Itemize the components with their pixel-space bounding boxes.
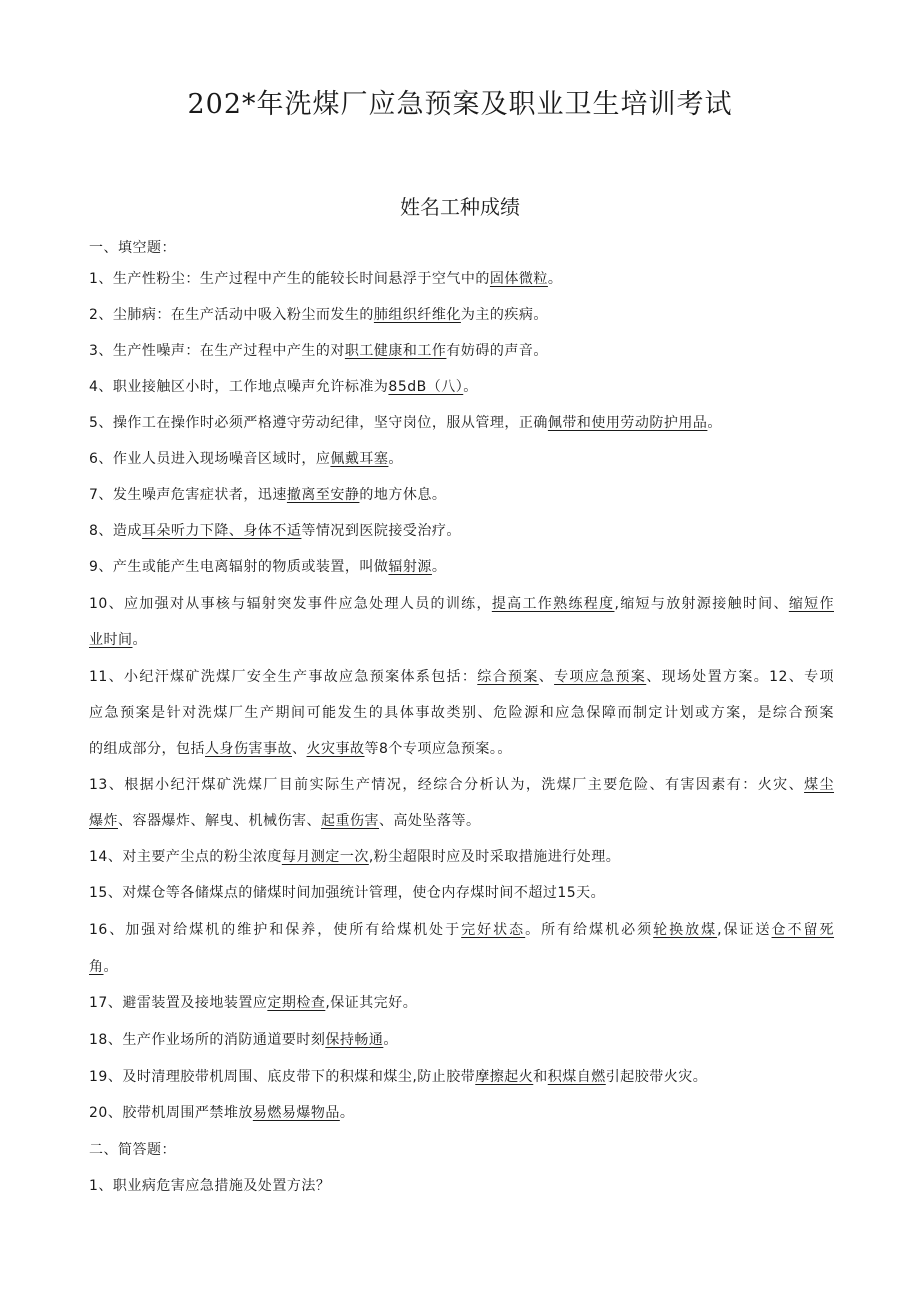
answer-blank: 肺组织纤维化 bbox=[373, 307, 461, 323]
question-text: 4、职业接触区小时，工作地点噪声允许标准为 bbox=[89, 379, 389, 395]
answer-blank: 完好状态 bbox=[461, 922, 526, 938]
question-line bbox=[89, 738, 834, 760]
question-text: 13、根据小纪汗煤矿洗煤厂目前实际生产情况，经综合分析认为，洗煤厂主要危险、有害因素有：火灾、 bbox=[89, 777, 805, 793]
question-line bbox=[89, 882, 834, 904]
question-text: 为主的疾病。 bbox=[460, 307, 548, 323]
question-text: 。 bbox=[103, 959, 118, 975]
question-text: 二、简答题： bbox=[89, 1142, 176, 1158]
answer-blank: 每月测定一次 bbox=[281, 849, 369, 865]
question-text: 3、生产性噪声：在生产过程中产生的对 bbox=[89, 343, 345, 359]
answer-blank: 缩短作 bbox=[788, 596, 834, 612]
question-text: 11、小纪汗煤矿洗煤厂安全生产事故应急预案体系包括： bbox=[89, 669, 478, 685]
answer-blank: 易燃易爆物品 bbox=[252, 1105, 340, 1121]
question-text: 、高处坠落等。 bbox=[379, 813, 481, 829]
answer-blank: 业时间 bbox=[89, 632, 133, 648]
question-line bbox=[89, 484, 834, 506]
answer-blank: 起重伤害 bbox=[321, 813, 379, 829]
question-text: 。 bbox=[383, 1032, 398, 1048]
question-text: 、 bbox=[538, 669, 555, 685]
question-text: 和 bbox=[533, 1069, 548, 1085]
question-line bbox=[89, 340, 834, 362]
question-text: 、 bbox=[292, 741, 307, 757]
question-line bbox=[89, 810, 834, 832]
answer-blank: 人身伤害事故 bbox=[205, 741, 292, 757]
answer-blank: 佩带和使用劳动防护用品 bbox=[547, 415, 708, 431]
question-text: 。 bbox=[339, 1105, 355, 1121]
question-line bbox=[89, 1029, 834, 1051]
question-line bbox=[89, 376, 834, 398]
question-line bbox=[89, 556, 834, 578]
question-text: 2、尘肺病：在生产活动中吸入粉尘而发生的 bbox=[89, 307, 374, 323]
question-line bbox=[89, 593, 834, 615]
question-line bbox=[89, 1066, 834, 1088]
answer-blank: 专项应急预案 bbox=[554, 669, 647, 685]
question-text: ,粉尘超限时应及时采取措施进行处理。 bbox=[368, 849, 621, 865]
question-line bbox=[89, 956, 834, 978]
question-text: 。 bbox=[388, 451, 403, 467]
answer-blank: 职工健康和工作 bbox=[344, 343, 447, 359]
answer-blank: 佩戴耳塞 bbox=[330, 451, 389, 467]
answer-blank: 火灾事故 bbox=[306, 741, 365, 757]
answer-blank: 保持畅通 bbox=[325, 1032, 384, 1048]
question-line bbox=[89, 629, 834, 651]
question-text: 1、职业病危害应急措施及处置方法？ bbox=[89, 1178, 331, 1194]
question-text: 5、操作工在操作时必须严格遵守劳动纪律，坚守岗位，服从管理，正确 bbox=[89, 415, 548, 431]
document-title: 202*年洗煤厂应急预案及职业卫生培训考试 bbox=[187, 89, 733, 120]
answer-blank: 煤尘 bbox=[804, 777, 835, 793]
question-line bbox=[89, 702, 834, 724]
question-text: 18、生产作业场所的消防通道要时刻 bbox=[89, 1032, 326, 1048]
question-text: ,保证其完好。 bbox=[325, 995, 418, 1011]
question-text: 、容器爆炸、解曳、机械伤害、 bbox=[118, 813, 321, 829]
question-line bbox=[89, 520, 834, 542]
answer-blank: 提高工作熟练程度 bbox=[491, 596, 615, 612]
question-text: 6、作业人员进入现场噪音区域时，应 bbox=[89, 451, 331, 467]
question-line bbox=[89, 448, 834, 470]
answer-blank: 固体微粒 bbox=[489, 271, 548, 287]
question-text: 。 bbox=[707, 415, 722, 431]
section-heading-fill-in bbox=[89, 237, 834, 259]
question-text: 9、产生或能产生电离辐射的物质或装置，叫做 bbox=[89, 559, 389, 575]
answer-blank: 角 bbox=[89, 959, 104, 975]
question-text: 20、胶带机周围严禁堆放 bbox=[89, 1105, 253, 1121]
question-text: 。所有给煤机必须 bbox=[525, 922, 654, 938]
question-text: 15、对煤仓等各储煤点的储煤时间加强统计管理，使仓内存煤时间不超过15天。 bbox=[89, 885, 606, 901]
question-text: ,保证送 bbox=[717, 922, 772, 938]
section-heading-short-answer bbox=[89, 1139, 834, 1161]
question-line bbox=[89, 919, 834, 941]
question-text: 应急预案是针对洗煤厂生产期间可能发生的具体事故类别、危险源和应急保障而制定计划或方案，是综合预案 bbox=[89, 705, 834, 721]
name-trade-score-header: 姓名工种成绩 bbox=[400, 195, 520, 219]
question-text: 16、加强对给煤机的维护和保养，使所有给煤机处于 bbox=[89, 922, 462, 938]
question-text: 。 bbox=[463, 379, 478, 395]
answer-blank: 综合预案 bbox=[477, 669, 539, 685]
question-line bbox=[89, 412, 834, 434]
question-text: 7、发生噪声危害症状者，迅速 bbox=[89, 487, 287, 503]
question-text: 等情况到医院接受治疗。 bbox=[301, 523, 461, 539]
question-line bbox=[89, 846, 834, 868]
answer-blank: 轮换放煤 bbox=[653, 922, 718, 938]
answer-blank: 耳朵听力下降、身体不适 bbox=[141, 523, 302, 539]
question-text: 一、填空题： bbox=[89, 240, 176, 256]
question-text: ,缩短与放射源接触时间、 bbox=[614, 596, 789, 612]
question-line bbox=[89, 1102, 834, 1124]
answer-blank: 摩擦起火 bbox=[475, 1069, 534, 1085]
question-text: 的地方休息。 bbox=[359, 487, 447, 503]
question-text: 。 bbox=[431, 559, 447, 575]
answer-blank: 积煤自燃 bbox=[547, 1069, 606, 1085]
answer-blank: 辐射源 bbox=[388, 559, 432, 575]
answer-blank: 撤离至安静 bbox=[286, 487, 360, 503]
question-text: 引起胶带火灾。 bbox=[605, 1069, 708, 1085]
answer-blank: 85dB（八） bbox=[388, 379, 464, 395]
question-line bbox=[89, 774, 834, 796]
question-text: 10、应加强对从事核与辐射突发事件应急处理人员的训练， bbox=[89, 596, 492, 612]
question-text: 1、生产性粉尘：生产过程中产生的能较长时间悬浮于空气中的 bbox=[89, 271, 490, 287]
question-line bbox=[89, 1175, 834, 1197]
question-line bbox=[89, 992, 834, 1014]
question-text: 。 bbox=[132, 632, 147, 648]
question-line bbox=[89, 304, 834, 326]
question-text: 8、造成 bbox=[89, 523, 142, 539]
question-text: 。 bbox=[547, 271, 563, 287]
answer-blank: 爆炸 bbox=[89, 813, 118, 829]
answer-blank: 定期检查 bbox=[267, 995, 326, 1011]
question-text: 14、对主要产尘点的粉尘浓度 bbox=[89, 849, 282, 865]
question-line bbox=[89, 666, 834, 688]
question-text: 等8个专项应急预案。。 bbox=[364, 741, 512, 757]
question-text: 17、避雷装置及接地装置应 bbox=[89, 995, 268, 1011]
question-text: 有妨碍的声音。 bbox=[446, 343, 548, 359]
answer-blank: 仓不留死 bbox=[771, 922, 835, 938]
question-text: 19、及时清理胶带机周围、底皮带下的积煤和煤尘,防止胶带 bbox=[89, 1069, 476, 1085]
question-line bbox=[89, 268, 834, 290]
question-text: 的组成部分，包括 bbox=[89, 741, 205, 757]
question-text: 、现场处置方案。12、专项 bbox=[646, 669, 834, 685]
